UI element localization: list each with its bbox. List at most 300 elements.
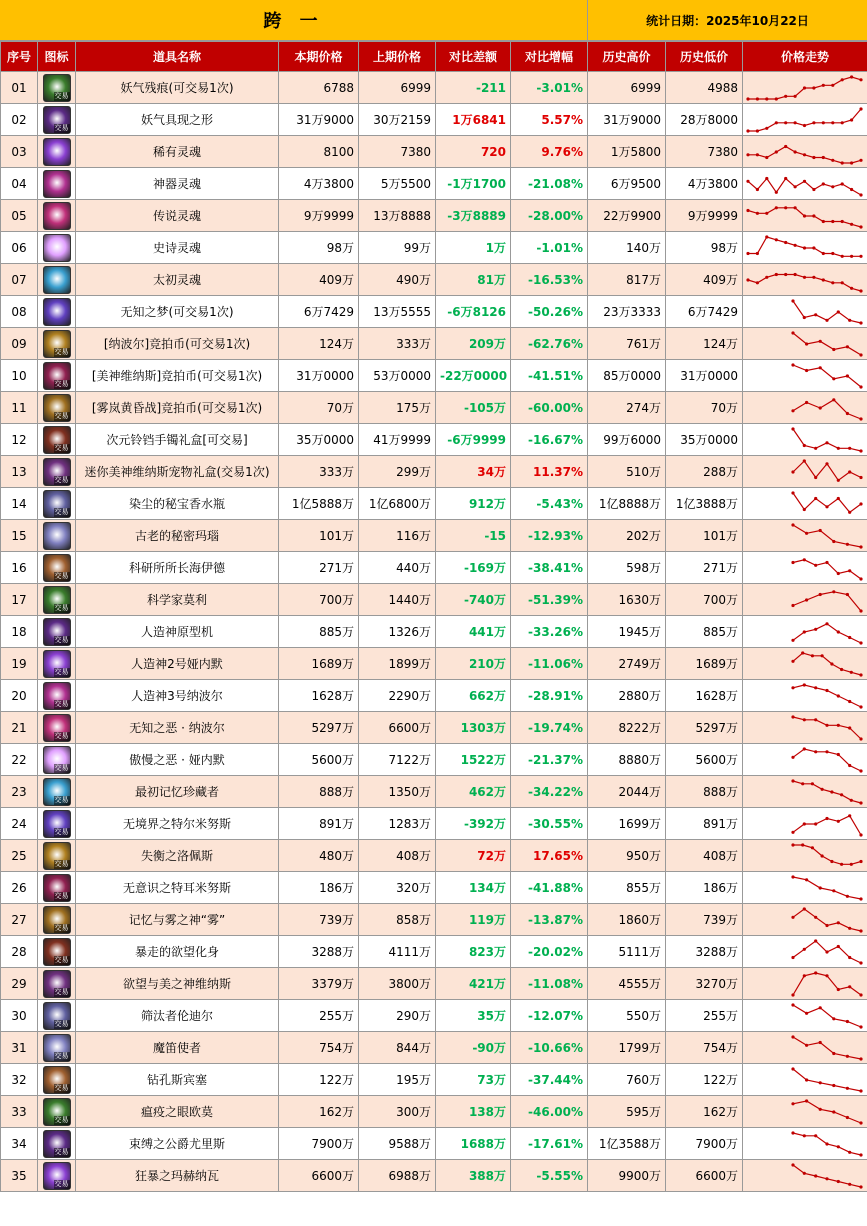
item-name: 人造神3号纳波尔 xyxy=(76,680,279,712)
price-difference: -15 xyxy=(436,520,511,552)
sparkline-point xyxy=(814,718,817,721)
venus-coin-icon xyxy=(43,362,71,390)
sparkline-point xyxy=(756,187,759,190)
current-price: 5297万 xyxy=(279,712,359,744)
price-difference: -105万 xyxy=(436,392,511,424)
item-name: 科研所所长海伊德 xyxy=(76,552,279,584)
sparkline-point xyxy=(819,592,822,595)
price-change-percent: 9.76% xyxy=(511,136,588,168)
price-difference: 1522万 xyxy=(436,744,511,776)
sparkline-point xyxy=(846,894,849,897)
sparkline-point xyxy=(803,246,806,249)
sparkline-point xyxy=(791,686,794,689)
price-trend-sparkline xyxy=(743,968,867,1000)
legend-soul-icon xyxy=(43,202,71,230)
price-difference: 912万 xyxy=(436,488,511,520)
row-number: 03 xyxy=(1,136,38,168)
sparkline-point xyxy=(859,78,862,81)
history-high: 1945万 xyxy=(588,616,666,648)
row-number: 23 xyxy=(1,776,38,808)
item-name: 人造神原型机 xyxy=(76,616,279,648)
sparkline-chart xyxy=(743,841,866,871)
trade-tag: 交易 xyxy=(54,635,69,644)
previous-price: 320万 xyxy=(359,872,436,904)
sparkline-point xyxy=(848,926,851,929)
row-number: 31 xyxy=(1,1032,38,1064)
sparkline-point xyxy=(850,187,853,190)
trade-tag: 交易 xyxy=(54,795,69,804)
sparkline-chart xyxy=(743,105,866,135)
sparkline-point xyxy=(756,129,759,132)
price-change-percent: -21.37% xyxy=(511,744,588,776)
history-low: 124万 xyxy=(666,328,743,360)
item-icon-cell xyxy=(38,840,76,872)
row-number: 08 xyxy=(1,296,38,328)
item-icon-cell xyxy=(38,1000,76,1032)
card-lundier-icon xyxy=(43,1002,71,1030)
sparkline-line xyxy=(793,623,861,642)
current-price: 888万 xyxy=(279,776,359,808)
sparkline-chart xyxy=(743,361,866,391)
sparkline-point xyxy=(812,121,815,124)
table-body xyxy=(1,72,867,1192)
item-name: 无知之恶 · 纳波尔 xyxy=(76,712,279,744)
table-row xyxy=(1,72,867,104)
current-price: 409万 xyxy=(279,264,359,296)
price-trend-sparkline xyxy=(743,232,867,264)
card-morley-icon xyxy=(43,586,71,614)
item-icon-cell xyxy=(38,552,76,584)
primal-soul-icon xyxy=(43,266,71,294)
price-change-percent: -5.43% xyxy=(511,488,588,520)
table-row xyxy=(1,328,867,360)
sparkline-point xyxy=(812,155,815,158)
sparkline-point xyxy=(832,1083,835,1086)
trade-tag: 交易 xyxy=(54,763,69,772)
sparkline-point xyxy=(859,993,862,996)
table-row xyxy=(1,968,867,1000)
sparkline-point xyxy=(791,875,794,878)
sparkline-chart xyxy=(743,745,866,775)
card-mahenava-icon xyxy=(43,1162,71,1190)
history-low: 9万9999 xyxy=(666,200,743,232)
sparkline-line xyxy=(793,1069,861,1091)
sparkline-point xyxy=(784,176,787,179)
card-unconscious-icon xyxy=(43,874,71,902)
sparkline-point xyxy=(812,246,815,249)
history-low: 186万 xyxy=(666,872,743,904)
row-number: 22 xyxy=(1,744,38,776)
price-difference: 35万 xyxy=(436,1000,511,1032)
price-trend-sparkline xyxy=(743,72,867,104)
price-difference: -740万 xyxy=(436,584,511,616)
table-row xyxy=(1,680,867,712)
sparkline-point xyxy=(832,1110,835,1113)
sparkline-point xyxy=(837,987,840,990)
history-high: 1亿3588万 xyxy=(588,1128,666,1160)
trade-tag: 交易 xyxy=(54,475,69,484)
sparkline-line xyxy=(793,399,861,418)
sparkline-point xyxy=(859,1153,862,1156)
price-trend-sparkline xyxy=(743,1128,867,1160)
sparkline-chart xyxy=(743,585,866,615)
sparkline-point xyxy=(832,347,835,350)
row-number: 30 xyxy=(1,1000,38,1032)
sparkline-chart xyxy=(743,457,866,487)
sparkline-point xyxy=(841,182,844,185)
row-number: 11 xyxy=(1,392,38,424)
current-price: 885万 xyxy=(279,616,359,648)
item-name: 无知之梦(可交易1次) xyxy=(76,296,279,328)
sparkline-point xyxy=(756,153,759,156)
sparkline-line xyxy=(793,685,861,707)
sparkline-point xyxy=(837,446,840,449)
sparkline-point xyxy=(814,475,817,478)
sparkline-point xyxy=(825,318,828,321)
sparkline-point xyxy=(765,155,768,158)
sparkline-point xyxy=(837,819,840,822)
current-price: 101万 xyxy=(279,520,359,552)
item-name: 筛汰者伦迪尔 xyxy=(76,1000,279,1032)
sparkline-point xyxy=(803,1134,806,1137)
previous-price: 490万 xyxy=(359,264,436,296)
trade-tag: 交易 xyxy=(54,731,69,740)
item-name: 神器灵魂 xyxy=(76,168,279,200)
table-row xyxy=(1,1128,867,1160)
history-high: 23万3333 xyxy=(588,296,666,328)
row-number: 09 xyxy=(1,328,38,360)
previous-price: 333万 xyxy=(359,328,436,360)
sparkline-point xyxy=(791,779,794,782)
price-trend-sparkline xyxy=(743,1032,867,1064)
sparkline-point xyxy=(791,1102,794,1105)
sparkline-point xyxy=(850,670,853,673)
sparkline-point xyxy=(832,539,835,542)
history-high: 4555万 xyxy=(588,968,666,1000)
sparkline-point xyxy=(859,1057,862,1060)
sparkline-point xyxy=(822,83,825,86)
price-trend-sparkline xyxy=(743,520,867,552)
sparkline-chart xyxy=(743,1161,866,1191)
price-trend-sparkline xyxy=(743,200,867,232)
current-price: 35万0000 xyxy=(279,424,359,456)
sparkline-point xyxy=(825,622,828,625)
table-row xyxy=(1,456,867,488)
sparkline-chart xyxy=(743,713,866,743)
sparkline-point xyxy=(811,782,814,785)
table-row xyxy=(1,712,867,744)
history-high: 99万6000 xyxy=(588,424,666,456)
table-row xyxy=(1,840,867,872)
sparkline-point xyxy=(822,121,825,124)
sparkline-chart xyxy=(743,297,866,327)
sparkline-chart xyxy=(743,329,866,359)
sparkline-point xyxy=(765,211,768,214)
table-row xyxy=(1,168,867,200)
column-header: 本期价格 xyxy=(279,42,359,72)
price-change-percent: -1.01% xyxy=(511,232,588,264)
sparkline-line xyxy=(793,1037,861,1059)
history-high: 950万 xyxy=(588,840,666,872)
item-icon-cell xyxy=(38,168,76,200)
sparkline-point xyxy=(803,822,806,825)
price-trend-sparkline xyxy=(743,840,867,872)
sparkline-point xyxy=(784,240,787,243)
sparkline-point xyxy=(805,878,808,881)
sparkline-point xyxy=(791,560,794,563)
price-trend-sparkline xyxy=(743,104,867,136)
epic-soul-icon xyxy=(43,234,71,262)
sparkline-point xyxy=(803,179,806,182)
previous-price: 408万 xyxy=(359,840,436,872)
sparkline-point xyxy=(846,374,849,377)
history-low: 3270万 xyxy=(666,968,743,1000)
unknown-dream-icon xyxy=(43,298,71,326)
sparkline-point xyxy=(832,398,835,401)
sparkline-point xyxy=(859,705,862,708)
perfume-bottle-icon xyxy=(43,490,71,518)
history-high: 5111万 xyxy=(588,936,666,968)
row-number: 27 xyxy=(1,904,38,936)
price-change-percent: -41.51% xyxy=(511,360,588,392)
price-change-percent: -13.87% xyxy=(511,904,588,936)
price-difference: 823万 xyxy=(436,936,511,968)
table-row xyxy=(1,360,867,392)
sparkline-point xyxy=(814,496,817,499)
history-high: 6999 xyxy=(588,72,666,104)
current-price: 1628万 xyxy=(279,680,359,712)
item-icon-cell xyxy=(38,136,76,168)
sparkline-point xyxy=(746,251,749,254)
row-number: 20 xyxy=(1,680,38,712)
column-header: 对比差额 xyxy=(436,42,511,72)
sparkline-chart xyxy=(743,649,866,679)
sparkline-point xyxy=(756,211,759,214)
trade-tag: 交易 xyxy=(54,411,69,420)
sparkline-point xyxy=(846,542,849,545)
sparkline-point xyxy=(765,97,768,100)
sparkline-chart xyxy=(743,73,866,103)
sparkline-point xyxy=(825,1142,828,1145)
history-high: 1860万 xyxy=(588,904,666,936)
sparkline-point xyxy=(825,560,828,563)
sparkline-point xyxy=(850,862,853,865)
sparkline-point xyxy=(859,859,862,862)
price-change-percent: -10.66% xyxy=(511,1032,588,1064)
row-number: 34 xyxy=(1,1128,38,1160)
card-desire-icon xyxy=(43,938,71,966)
sparkline-point xyxy=(859,353,862,356)
item-icon-cell xyxy=(38,1128,76,1160)
price-trend-sparkline xyxy=(743,808,867,840)
item-name: 无意识之特耳米努斯 xyxy=(76,872,279,904)
sparkline-point xyxy=(814,939,817,942)
sparkline-point xyxy=(791,1163,794,1166)
history-high: 1630万 xyxy=(588,584,666,616)
sparkline-point xyxy=(803,507,806,510)
sparkline-point xyxy=(832,377,835,380)
mist-coin-icon xyxy=(43,394,71,422)
sparkline-point xyxy=(859,225,862,228)
history-high: 510万 xyxy=(588,456,666,488)
sparkline-point xyxy=(812,214,815,217)
sparkline-point xyxy=(791,363,794,366)
history-high: 85万0000 xyxy=(588,360,666,392)
sparkline-point xyxy=(859,417,862,420)
sparkline-point xyxy=(819,339,822,342)
price-change-percent: -28.91% xyxy=(511,680,588,712)
trade-tag: 交易 xyxy=(54,891,69,900)
sparkline-point xyxy=(831,219,834,222)
row-number: 02 xyxy=(1,104,38,136)
sparkline-point xyxy=(756,251,759,254)
sparkline-point xyxy=(841,161,844,164)
history-low: 288万 xyxy=(666,456,743,488)
previous-price: 7122万 xyxy=(359,744,436,776)
sparkline-point xyxy=(791,659,794,662)
price-trend-sparkline xyxy=(743,584,867,616)
price-change-percent: -19.74% xyxy=(511,712,588,744)
item-icon-cell xyxy=(38,296,76,328)
history-low: 28万8000 xyxy=(666,104,743,136)
sparkline-point xyxy=(819,406,822,409)
history-low: 162万 xyxy=(666,1096,743,1128)
item-icon-cell xyxy=(38,1096,76,1128)
price-difference: 81万 xyxy=(436,264,511,296)
card-pride-icon xyxy=(43,746,71,774)
previous-price: 1899万 xyxy=(359,648,436,680)
sparkline-line xyxy=(793,845,861,864)
table-row xyxy=(1,488,867,520)
sparkline-point xyxy=(848,470,851,473)
table-row xyxy=(1,392,867,424)
sparkline-point xyxy=(791,523,794,526)
sparkline-point xyxy=(775,206,778,209)
history-high: 2749万 xyxy=(588,648,666,680)
sparkline-point xyxy=(848,318,851,321)
history-high: 761万 xyxy=(588,328,666,360)
row-number: 10 xyxy=(1,360,38,392)
price-trend-sparkline xyxy=(743,296,867,328)
sparkline-point xyxy=(803,315,806,318)
history-low: 5600万 xyxy=(666,744,743,776)
sparkline-point xyxy=(791,299,794,302)
column-header: 对比增幅 xyxy=(511,42,588,72)
sparkline-point xyxy=(814,627,817,630)
card-evil-napol-icon xyxy=(43,714,71,742)
sparkline-point xyxy=(859,321,862,324)
sparkline-point xyxy=(859,833,862,836)
server-title: 跨 一 xyxy=(0,0,588,40)
sparkline-point xyxy=(791,409,794,412)
sparkline-point xyxy=(805,1099,808,1102)
table-row xyxy=(1,616,867,648)
sparkline-point xyxy=(848,510,851,513)
sparkline-point xyxy=(791,470,794,473)
price-change-percent: -37.44% xyxy=(511,1064,588,1096)
item-icon-cell xyxy=(38,456,76,488)
sparkline-point xyxy=(803,683,806,686)
previous-price: 7380 xyxy=(359,136,436,168)
row-number: 05 xyxy=(1,200,38,232)
trade-tag: 交易 xyxy=(54,1051,69,1060)
item-icon-cell xyxy=(38,200,76,232)
sparkline-point xyxy=(803,558,806,561)
table-header xyxy=(1,42,867,72)
row-number: 12 xyxy=(1,424,38,456)
sparkline-point xyxy=(746,153,749,156)
price-change-percent: -34.22% xyxy=(511,776,588,808)
item-icon-cell xyxy=(38,328,76,360)
card-duke-icon xyxy=(43,1130,71,1158)
row-number: 29 xyxy=(1,968,38,1000)
price-trend-sparkline xyxy=(743,680,867,712)
item-icon-cell xyxy=(38,72,76,104)
item-name: [美神维纳斯]竞拍币(可交易1次) xyxy=(76,360,279,392)
sparkline-point xyxy=(794,272,797,275)
item-icon-cell xyxy=(38,584,76,616)
current-price: 122万 xyxy=(279,1064,359,1096)
sparkline-point xyxy=(850,161,853,164)
item-icon-cell xyxy=(38,360,76,392)
sparkline-chart xyxy=(743,681,866,711)
sparkline-point xyxy=(859,385,862,388)
sparkline-point xyxy=(746,97,749,100)
price-difference: 210万 xyxy=(436,648,511,680)
history-low: 31万0000 xyxy=(666,360,743,392)
sparkline-point xyxy=(784,206,787,209)
price-change-percent: 5.57% xyxy=(511,104,588,136)
previous-price: 13万5555 xyxy=(359,296,436,328)
history-low: 888万 xyxy=(666,776,743,808)
sparkline-point xyxy=(814,313,817,316)
table-row xyxy=(1,200,867,232)
sparkline-point xyxy=(746,179,749,182)
sparkline-point xyxy=(801,782,804,785)
history-high: 9900万 xyxy=(588,1160,666,1192)
sparkline-point xyxy=(848,699,851,702)
row-number: 25 xyxy=(1,840,38,872)
sparkline-point xyxy=(859,254,862,257)
price-difference: 209万 xyxy=(436,328,511,360)
sparkline-point xyxy=(859,769,862,772)
price-difference: -6万8126 xyxy=(436,296,511,328)
price-change-percent: -21.08% xyxy=(511,168,588,200)
sparkline-point xyxy=(791,1067,794,1070)
sparkline-point xyxy=(831,281,834,284)
sparkline-point xyxy=(805,1011,808,1014)
row-number: 04 xyxy=(1,168,38,200)
row-number: 32 xyxy=(1,1064,38,1096)
price-difference: -169万 xyxy=(436,552,511,584)
current-price: 255万 xyxy=(279,1000,359,1032)
sparkline-point xyxy=(819,1040,822,1043)
trade-tag: 交易 xyxy=(54,699,69,708)
column-header: 价格走势 xyxy=(743,42,867,72)
sparkline-point xyxy=(848,569,851,572)
price-difference: -3万8889 xyxy=(436,200,511,232)
sparkline-chart xyxy=(743,1033,866,1063)
history-high: 855万 xyxy=(588,872,666,904)
card-tiermius-icon xyxy=(43,810,71,838)
previous-price: 290万 xyxy=(359,1000,436,1032)
sparkline-point xyxy=(859,545,862,548)
sparkline-point xyxy=(756,97,759,100)
current-price: 186万 xyxy=(279,872,359,904)
sparkline-point xyxy=(832,889,835,892)
item-name: 魔笛使者 xyxy=(76,1032,279,1064)
sparkline-line xyxy=(793,877,861,899)
